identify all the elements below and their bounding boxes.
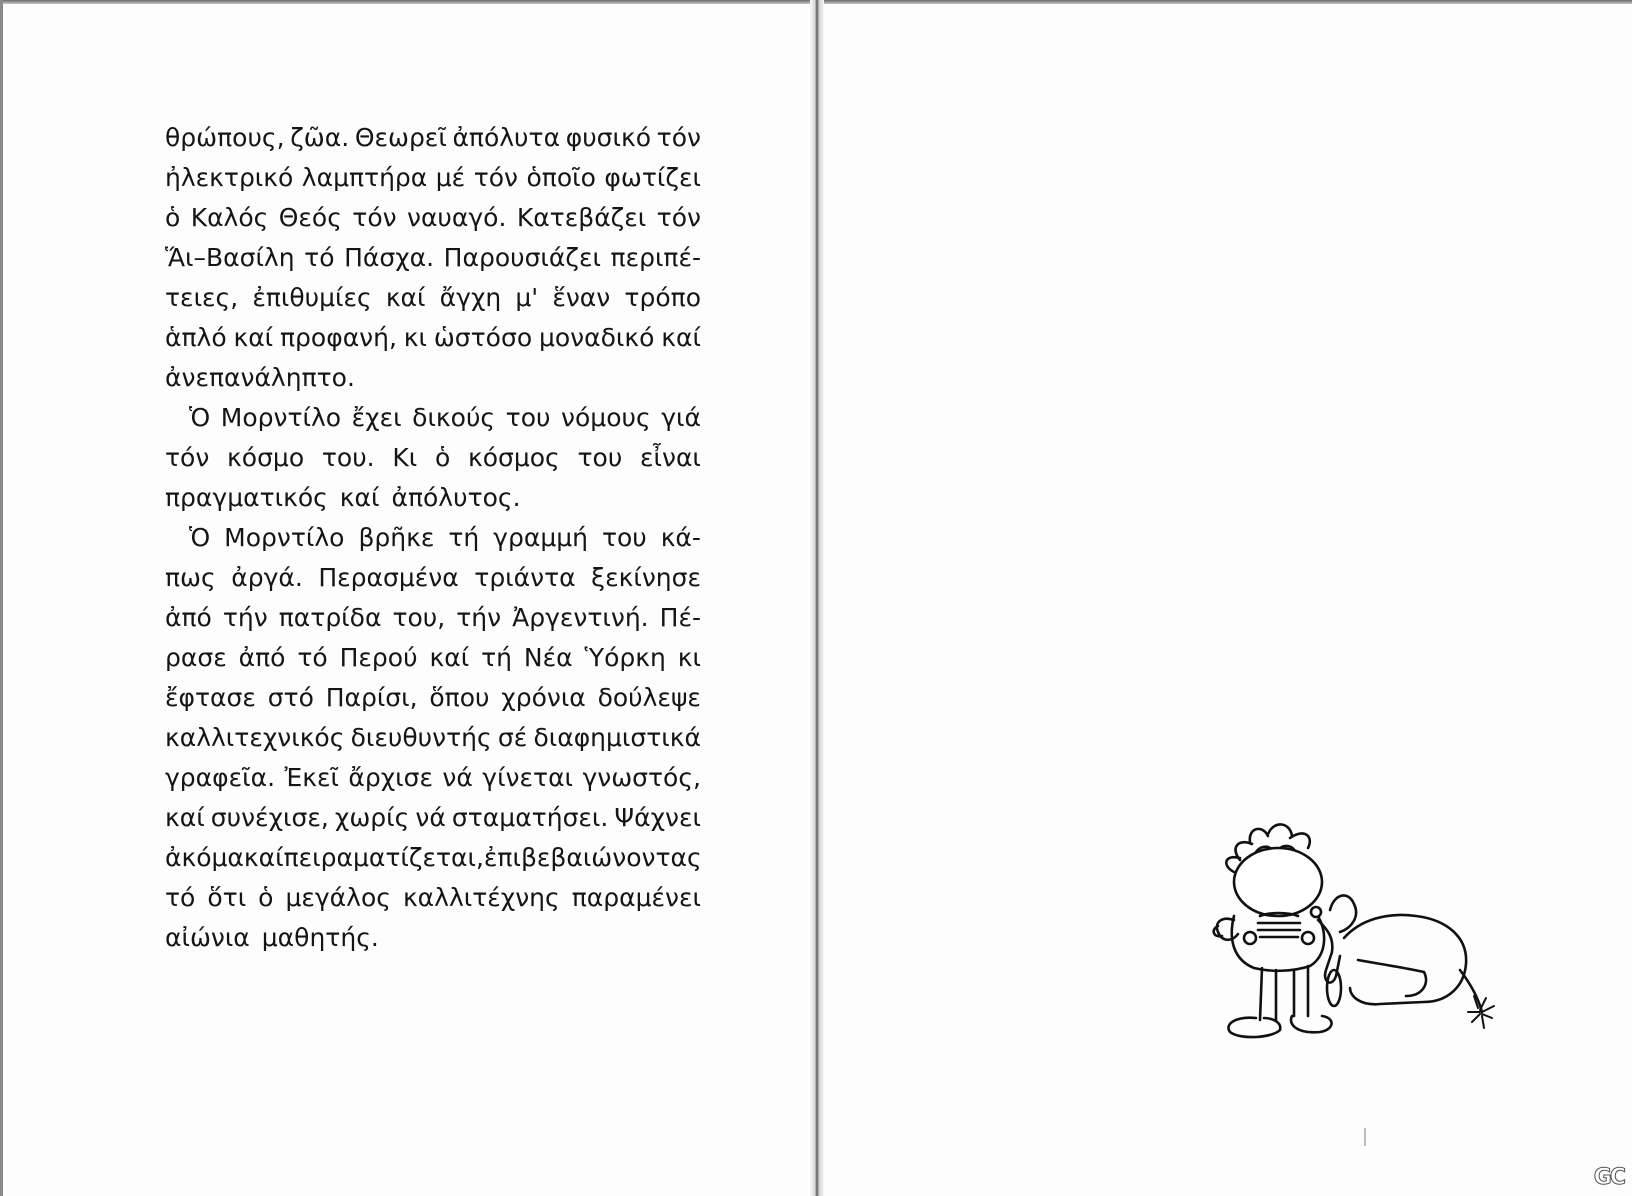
word: γραφεῖα. <box>165 763 276 792</box>
word: ναυαγό. <box>406 203 507 232</box>
word: ὡστόσο <box>433 323 533 352</box>
word: Μορντίλο <box>220 403 342 432</box>
word: πατρίδα <box>278 603 382 632</box>
word: γιά <box>661 403 701 432</box>
word: θρώπους, <box>165 123 285 152</box>
word: Κι <box>392 443 418 472</box>
text-line <box>165 358 701 398</box>
word: Περού <box>339 643 418 672</box>
word: χρόνια <box>501 683 586 712</box>
word: τριάντα <box>474 563 576 592</box>
word: Θεωρεῖ <box>354 123 447 152</box>
text-line <box>165 878 701 918</box>
word: Παρουσιάζει <box>443 243 601 272</box>
book-gutter <box>810 0 824 1196</box>
word: τόν <box>656 203 701 232</box>
word: μεγάλος <box>285 883 391 912</box>
word: ἀπόλυτος. <box>391 483 521 512</box>
word: Μορντίλο <box>224 523 345 552</box>
word: τειες, <box>165 283 239 312</box>
word: Περασμένα <box>318 563 459 592</box>
word: του <box>601 523 647 552</box>
word: Ὁ <box>189 403 211 432</box>
word: Ἀργεντινή. <box>512 603 649 632</box>
watermark-logo: GC <box>1593 1165 1624 1190</box>
text-line <box>165 118 701 158</box>
word: στό <box>267 683 314 712</box>
word: βρῆκε <box>358 523 435 552</box>
word: πραγματικός <box>165 483 328 512</box>
word: καί <box>385 283 426 312</box>
word: κι <box>403 323 427 352</box>
word: εἶναι <box>640 443 701 472</box>
text-line <box>165 678 701 718</box>
word: μαθητής. <box>261 923 379 952</box>
cartoon-character-illustration <box>1210 820 1540 1060</box>
word: Ψάχνει <box>614 803 701 832</box>
word: πως <box>165 563 216 592</box>
text-line <box>165 558 701 598</box>
word: διαφημιστικά <box>533 723 701 752</box>
word: χωρίς <box>334 803 410 832</box>
text-line <box>165 158 701 198</box>
word: περιπέ- <box>610 243 701 272</box>
word: τόν <box>352 203 397 232</box>
word: παραμένει <box>571 883 701 912</box>
word: Ὑόρκη <box>584 643 666 672</box>
word: ἕναν <box>552 283 611 312</box>
text-line <box>165 758 701 798</box>
word: του <box>505 403 551 432</box>
word: νόμους <box>561 403 651 432</box>
word: φυσικό <box>565 123 652 152</box>
word: γραμμή <box>493 523 588 552</box>
word: ἀκόμα <box>165 843 244 872</box>
word: ὅπου <box>429 683 490 712</box>
word: Κατεβάζει <box>516 203 647 232</box>
word: Ἐκεῖ <box>284 763 339 792</box>
word: πειραματίζεται, <box>283 843 484 872</box>
word: ἐπιθυμίες <box>252 283 372 312</box>
word: γνωστός, <box>582 763 701 792</box>
word: ἀνεπανάληπτο. <box>165 363 355 392</box>
word: κόσμος <box>467 443 560 472</box>
word: συνέχισε, <box>210 803 329 832</box>
word: καί <box>661 323 701 352</box>
text-line <box>165 398 701 438</box>
word: γίνεται <box>482 763 574 792</box>
word: ἔφτασε <box>165 683 256 712</box>
word: καλλιτεχνικός <box>165 723 345 752</box>
word: τήν <box>222 603 268 632</box>
word: ἀπό <box>165 603 212 632</box>
word: μοναδικό <box>538 323 655 352</box>
text-line <box>165 478 701 518</box>
paper-mark <box>1364 1128 1366 1146</box>
word: δούλεψε <box>597 683 701 712</box>
word: του, <box>392 603 446 632</box>
word: διευθυντής <box>350 723 492 752</box>
word: μέ <box>435 163 466 192</box>
word: τρόπο <box>624 283 701 312</box>
word: προφανή, <box>280 323 397 352</box>
word: κόσμο <box>227 443 305 472</box>
word: κι <box>677 643 701 672</box>
text-line <box>165 638 701 678</box>
word: τή <box>448 523 480 552</box>
text-line <box>165 518 701 558</box>
word: ἠλεκτρικό <box>165 163 294 192</box>
word: σέ <box>497 723 528 752</box>
word: τόν <box>165 443 210 472</box>
text-line <box>165 238 701 278</box>
word: ὁ <box>258 883 274 912</box>
word: τόν <box>473 163 519 192</box>
word: μ' <box>515 283 539 312</box>
body-text <box>165 118 701 958</box>
text-line <box>165 718 701 758</box>
word: Θεός <box>278 203 342 232</box>
word: Παρίσι, <box>325 683 418 712</box>
word: τό <box>304 243 335 272</box>
word: τό <box>297 643 328 672</box>
text-line <box>165 278 701 318</box>
word: νά <box>442 763 473 792</box>
word: ἁπλό <box>165 323 227 352</box>
word: ζῶα. <box>290 123 350 152</box>
word: δικούς <box>412 403 496 432</box>
word: ὅτι <box>207 883 247 912</box>
text-line <box>165 918 701 958</box>
word: καλλιτέχνης <box>402 883 560 912</box>
word: ἀπό <box>238 643 286 672</box>
word: ἄγχη <box>439 283 502 312</box>
word: Καλός <box>190 203 269 232</box>
word: Ὁ <box>189 523 211 552</box>
text-line <box>165 438 701 478</box>
word: ἔχει <box>351 403 402 432</box>
word: φωτίζει <box>604 163 701 192</box>
word: καί <box>165 803 205 832</box>
word: του. <box>321 443 375 472</box>
word: του <box>577 443 623 472</box>
word: ὁποῖο <box>526 163 596 192</box>
left-page <box>0 0 812 1196</box>
word: ἄρχισε <box>348 763 433 792</box>
word: ἀργά. <box>231 563 303 592</box>
text-line <box>165 798 701 838</box>
word: τή <box>481 643 512 672</box>
word: σταματήσει. <box>451 803 609 832</box>
word: Νέα <box>523 643 573 672</box>
word: Πάσχα. <box>344 243 435 272</box>
text-line <box>165 198 701 238</box>
word: καί <box>429 643 470 672</box>
word: ξεκίνησε <box>591 563 701 592</box>
word: ὁ <box>165 203 181 232</box>
word: Ἅι–Βασίλη <box>165 243 295 272</box>
word: καί <box>243 843 284 872</box>
word: καί <box>233 323 274 352</box>
word: αἰώνια <box>165 923 250 952</box>
text-line <box>165 598 701 638</box>
word: τήν <box>456 603 502 632</box>
word: ρασε <box>165 643 227 672</box>
word: ἐπιβεβαιώνοντας <box>483 843 702 872</box>
word: Πέ- <box>659 603 701 632</box>
word: κά- <box>660 523 701 552</box>
word: τόν <box>656 123 701 152</box>
word: καί <box>339 483 380 512</box>
text-line <box>165 838 701 878</box>
word: τό <box>165 883 196 912</box>
text-line <box>165 318 701 358</box>
word: νά <box>415 803 446 832</box>
word: λαμπτήρα <box>301 163 428 192</box>
word: ἀπόλυτα <box>452 123 561 152</box>
word: ὁ <box>434 443 451 472</box>
